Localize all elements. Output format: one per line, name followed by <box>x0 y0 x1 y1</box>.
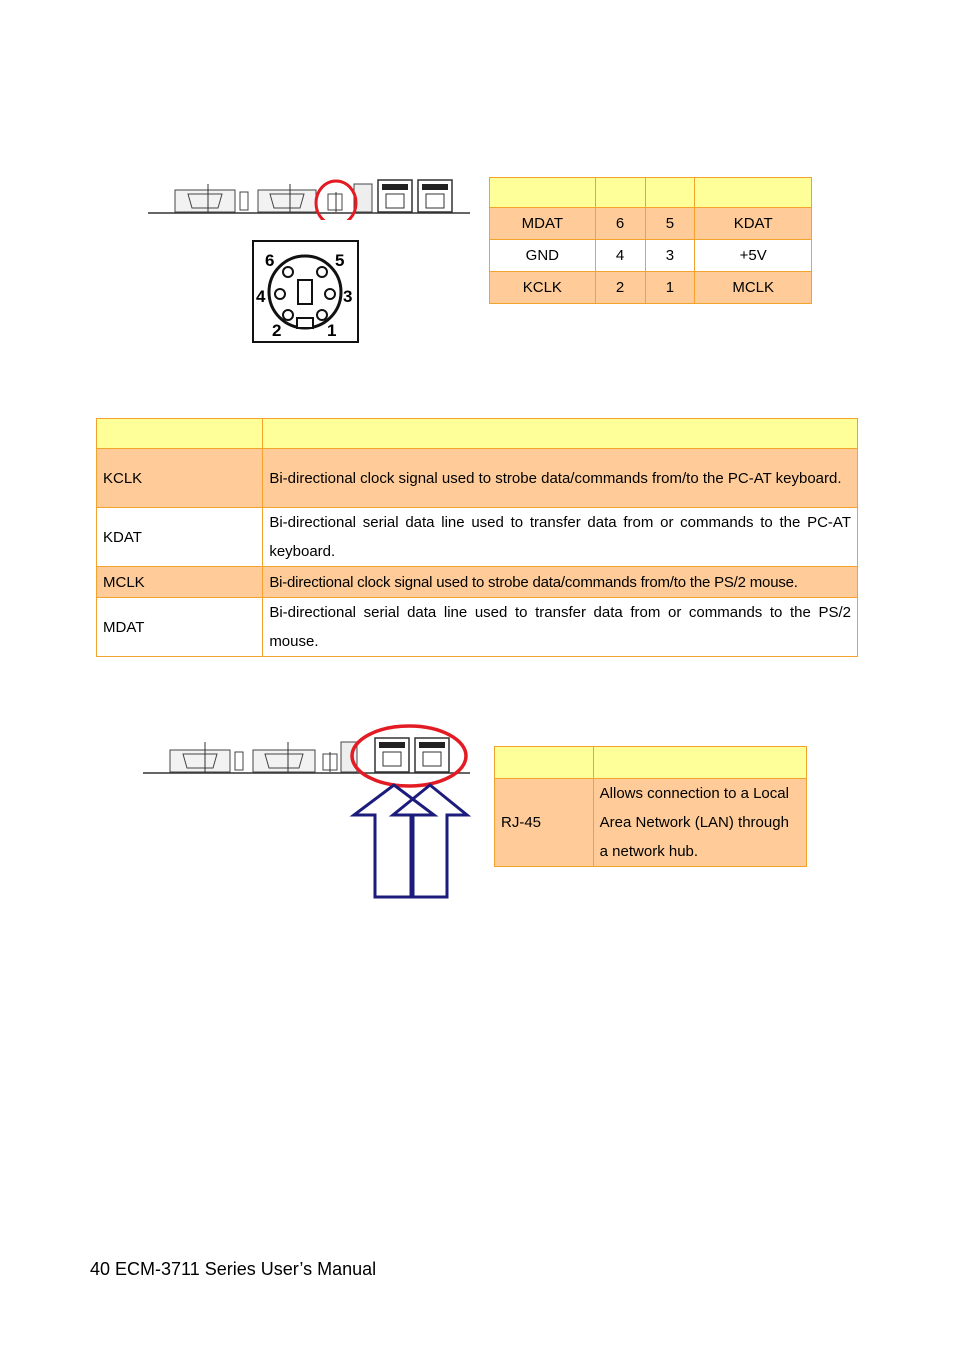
table-row <box>490 240 812 272</box>
signal-description: Bi-directional clock signal used to strobe data/commands from/to the PC-AT keyboard. <box>263 449 858 508</box>
arrow-up-icon <box>354 785 434 897</box>
pin-signal: MDAT <box>490 208 596 240</box>
pin-number: 4 <box>595 240 645 272</box>
lan-connector-table <box>494 746 807 867</box>
pin-label: 3 <box>343 287 353 306</box>
signal-description: Bi-directional serial data line used to transfer data from or commands to the PC-AT keyboard. <box>263 508 858 567</box>
io-panel-illustration-top <box>140 170 480 220</box>
page-footer: 40 ECM-3711 Series User’s Manual <box>90 1259 377 1279</box>
pin-signal: +5V <box>695 240 812 272</box>
pin-label: 1 <box>327 321 337 340</box>
pin-number: 2 <box>595 272 645 304</box>
ps2-pin-table <box>489 177 812 304</box>
pin-label: 2 <box>272 321 282 340</box>
table-row <box>97 598 858 657</box>
pin-number: 3 <box>645 240 695 272</box>
pin-signal: KCLK <box>490 272 596 304</box>
arrow-up-icon <box>393 785 467 897</box>
pin-label: 5 <box>335 251 345 270</box>
pin-label: 6 <box>265 251 275 270</box>
ps2-connector-diagram <box>252 240 359 343</box>
signal-description: Bi-directional serial data line used to transfer data from or commands to the PS/2 mouse. <box>263 598 858 657</box>
signal-name: MDAT <box>97 598 263 657</box>
connector-type: RJ-45 <box>495 779 594 867</box>
connector-description: Allows connection to a Local Area Network (LAN) through a network hub. <box>593 779 806 867</box>
table-header-row <box>495 747 807 779</box>
signal-name: KDAT <box>97 508 263 567</box>
io-panel-illustration-lan <box>135 720 480 905</box>
pin-signal: KDAT <box>695 208 812 240</box>
table-row <box>97 449 858 508</box>
table-row <box>97 508 858 567</box>
table-header-row <box>490 178 812 208</box>
signal-name: KCLK <box>97 449 263 508</box>
pin-number: 6 <box>595 208 645 240</box>
table-header-row <box>97 419 858 449</box>
pin-number: 5 <box>645 208 695 240</box>
signal-description: Bi-directional clock signal used to strobe data/commands from/to the PS/2 mouse. <box>263 567 858 598</box>
table-row <box>97 567 858 598</box>
pin-signal: GND <box>490 240 596 272</box>
pin-number: 1 <box>645 272 695 304</box>
table-row <box>495 779 807 867</box>
signal-name: MCLK <box>97 567 263 598</box>
table-row <box>490 208 812 240</box>
signal-description-table <box>96 418 858 657</box>
pin-label: 4 <box>256 287 266 306</box>
pin-signal: MCLK <box>695 272 812 304</box>
table-row <box>490 272 812 304</box>
